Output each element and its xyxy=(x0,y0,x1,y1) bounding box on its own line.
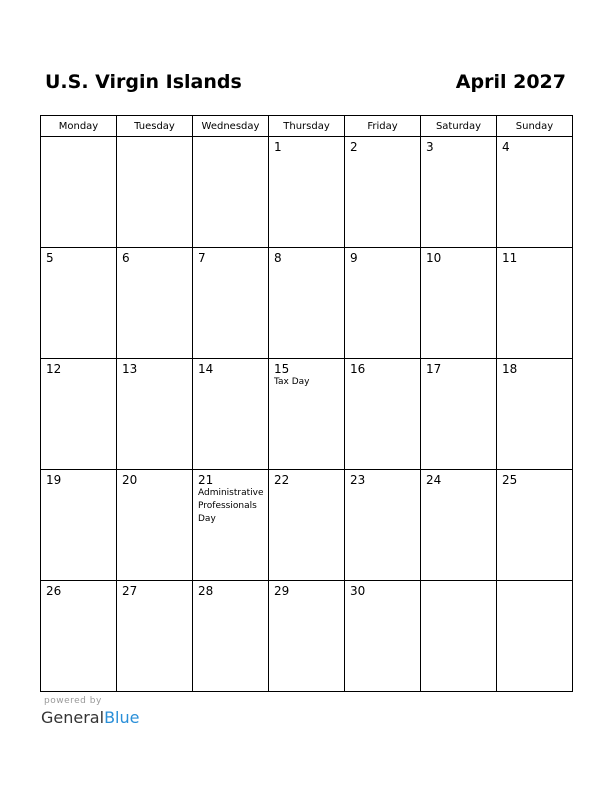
day-number: 1 xyxy=(274,140,282,154)
day-cell xyxy=(497,581,573,692)
day-cell xyxy=(117,470,193,581)
day-number: 30 xyxy=(350,584,366,598)
day-cell xyxy=(345,137,421,248)
day-cell xyxy=(193,137,269,248)
day-cell xyxy=(193,359,269,470)
day-number: 26 xyxy=(46,584,62,598)
day-number: 11 xyxy=(502,251,518,265)
day-number: 18 xyxy=(502,362,518,376)
day-number xyxy=(193,137,268,140)
day-cell xyxy=(345,581,421,692)
day-cell xyxy=(269,581,345,692)
day-cell xyxy=(345,248,421,359)
week-row xyxy=(41,470,573,581)
week-row xyxy=(41,137,573,248)
week-row xyxy=(41,581,573,692)
day-number: 16 xyxy=(350,362,366,376)
day-cell xyxy=(421,248,497,359)
day-cell xyxy=(41,248,117,359)
day-number xyxy=(41,137,116,140)
month-year-title: April 2027 xyxy=(455,71,566,93)
day-cell xyxy=(345,470,421,581)
day-cell xyxy=(497,470,573,581)
day-number: 27 xyxy=(122,584,138,598)
day-number: 23 xyxy=(350,473,366,487)
day-cell xyxy=(193,581,269,692)
day-number: 21 xyxy=(198,473,214,487)
day-cell xyxy=(497,248,573,359)
day-number: 22 xyxy=(274,473,290,487)
weekday-header: Friday xyxy=(345,116,421,137)
brand-blue: Blue xyxy=(104,708,140,727)
day-number: 5 xyxy=(46,251,54,265)
brand-general: General xyxy=(41,708,105,727)
generalblue-logo xyxy=(41,708,139,727)
day-number: 19 xyxy=(46,473,62,487)
day-number: 20 xyxy=(122,473,138,487)
weekday-header: Saturday xyxy=(421,116,497,137)
day-cell xyxy=(117,248,193,359)
day-number: 25 xyxy=(502,473,518,487)
day-cell xyxy=(41,581,117,692)
day-number: 9 xyxy=(350,251,358,265)
day-cell xyxy=(269,359,345,470)
day-cell xyxy=(497,359,573,470)
day-cell xyxy=(421,581,497,692)
day-number xyxy=(421,581,496,584)
powered-by-text: powered by xyxy=(44,696,102,706)
day-number: 12 xyxy=(46,362,62,376)
day-cell xyxy=(421,137,497,248)
day-number: 10 xyxy=(426,251,442,265)
weekday-header: Thursday xyxy=(269,116,345,137)
day-cell xyxy=(117,359,193,470)
day-cell xyxy=(269,248,345,359)
day-number: 7 xyxy=(198,251,206,265)
day-cell xyxy=(345,359,421,470)
day-number: 28 xyxy=(198,584,214,598)
day-number: 24 xyxy=(426,473,442,487)
day-number: 2 xyxy=(350,140,358,154)
holiday-label: Tax Day xyxy=(274,377,310,387)
weekday-header: Wednesday xyxy=(193,116,269,137)
day-cell xyxy=(117,137,193,248)
region-title: U.S. Virgin Islands xyxy=(45,71,242,93)
day-number: 3 xyxy=(426,140,434,154)
weekday-header: Sunday xyxy=(497,116,573,137)
day-cell xyxy=(269,137,345,248)
day-number xyxy=(117,137,192,140)
day-number: 6 xyxy=(122,251,130,265)
day-cell xyxy=(421,470,497,581)
week-row xyxy=(41,359,573,470)
day-number: 8 xyxy=(274,251,282,265)
day-number: 17 xyxy=(426,362,442,376)
day-cell xyxy=(269,470,345,581)
day-cell xyxy=(497,137,573,248)
holiday-label: Administrative Professionals Day xyxy=(198,488,264,524)
day-number: 4 xyxy=(502,140,510,154)
day-number xyxy=(497,581,572,584)
day-cell xyxy=(193,470,269,581)
day-cell xyxy=(41,470,117,581)
calendar-grid xyxy=(40,115,573,692)
day-number: 29 xyxy=(274,584,290,598)
weekday-header: Monday xyxy=(41,116,117,137)
day-number: 14 xyxy=(198,362,214,376)
day-number: 15 xyxy=(274,362,290,376)
weekday-header: Tuesday xyxy=(117,116,193,137)
day-number: 13 xyxy=(122,362,138,376)
day-cell xyxy=(41,359,117,470)
day-cell xyxy=(41,137,117,248)
day-cell xyxy=(117,581,193,692)
weekday-header-row xyxy=(41,116,573,137)
day-cell xyxy=(193,248,269,359)
day-cell xyxy=(421,359,497,470)
week-row xyxy=(41,248,573,359)
